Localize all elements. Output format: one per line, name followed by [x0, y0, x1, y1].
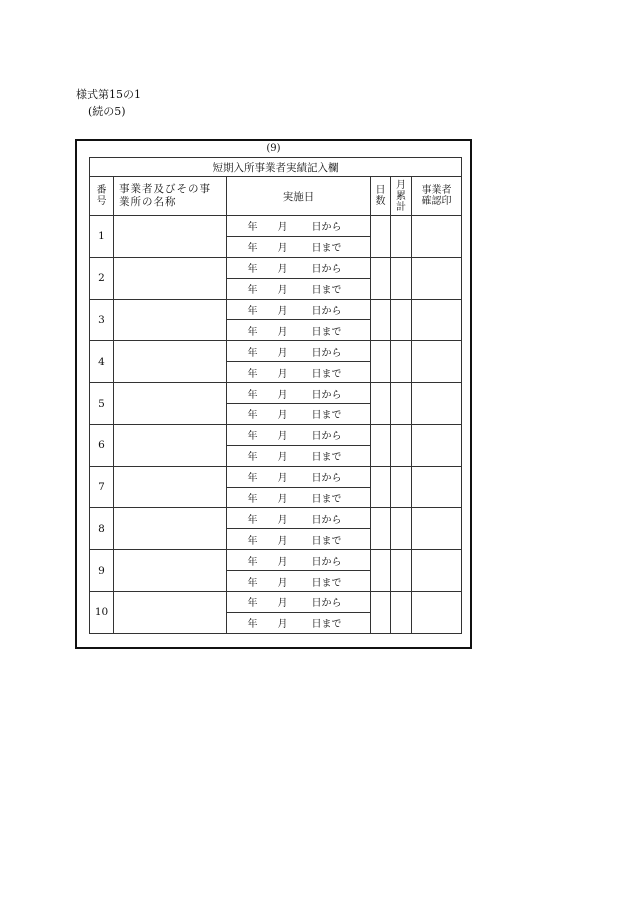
table-row	[90, 257, 462, 278]
month-label: 月	[277, 473, 288, 485]
month-label: 月	[277, 619, 288, 631]
year-label: 年	[247, 410, 258, 422]
year-label: 年	[247, 514, 258, 526]
date-to-field[interactable]	[227, 445, 371, 466]
monthly-total-field[interactable]	[391, 341, 412, 383]
year-label: 年	[247, 619, 258, 631]
year-label: 年	[247, 326, 258, 338]
date-to-field[interactable]	[227, 278, 371, 299]
days-field[interactable]	[371, 383, 391, 425]
monthly-total-field[interactable]	[391, 257, 412, 299]
provider-name-field[interactable]	[114, 424, 227, 466]
month-label: 月	[277, 514, 288, 526]
row-number: 7	[90, 466, 114, 508]
day-to-label: 日まで	[311, 243, 342, 255]
table-row	[90, 383, 462, 404]
month-label: 月	[277, 598, 288, 610]
date-from-field[interactable]	[227, 424, 371, 445]
year-label: 年	[247, 494, 258, 506]
month-label: 月	[277, 368, 288, 380]
monthly-total-field[interactable]	[391, 424, 412, 466]
date-from-field[interactable]	[227, 466, 371, 487]
section-number: (9)	[266, 143, 281, 154]
monthly-total-field[interactable]	[391, 550, 412, 592]
monthly-total-field[interactable]	[391, 466, 412, 508]
year-label: 年	[247, 577, 258, 589]
record-table	[89, 157, 462, 634]
row-number: 10	[90, 592, 114, 634]
provider-name-field[interactable]	[114, 383, 227, 425]
days-field[interactable]	[371, 466, 391, 508]
date-to-field[interactable]	[227, 529, 371, 550]
year-label: 年	[247, 389, 258, 401]
provider-name-field[interactable]	[114, 216, 227, 258]
table-title: 短期入所事業者実績記入欄	[90, 158, 462, 177]
header-number: 番 号	[90, 177, 114, 216]
month-label: 月	[277, 285, 288, 297]
month-label: 月	[277, 410, 288, 422]
year-label: 年	[247, 347, 258, 359]
row-number: 8	[90, 508, 114, 550]
provider-name-field[interactable]	[114, 299, 227, 341]
form-title: 様式第15の1	[76, 88, 141, 101]
provider-name-field[interactable]	[114, 341, 227, 383]
monthly-total-field[interactable]	[391, 216, 412, 258]
year-label: 年	[247, 431, 258, 443]
table-row	[90, 299, 462, 320]
table-row	[90, 341, 462, 362]
day-to-label: 日まで	[311, 285, 342, 297]
days-field[interactable]	[371, 508, 391, 550]
confirm-seal-field[interactable]	[412, 299, 462, 341]
date-from-field[interactable]	[227, 550, 371, 571]
month-label: 月	[277, 556, 288, 568]
monthly-total-field[interactable]	[391, 383, 412, 425]
confirm-seal-field[interactable]	[412, 508, 462, 550]
day-from-label: 日から	[311, 264, 342, 276]
days-field[interactable]	[371, 592, 391, 634]
confirm-seal-field[interactable]	[412, 550, 462, 592]
date-from-field[interactable]	[227, 592, 371, 613]
form-frame	[75, 139, 472, 649]
month-label: 月	[277, 389, 288, 401]
date-from-field[interactable]	[227, 257, 371, 278]
date-to-field[interactable]	[227, 571, 371, 592]
provider-name-field[interactable]	[114, 592, 227, 634]
day-from-label: 日から	[311, 306, 342, 317]
year-label: 年	[247, 285, 258, 297]
day-from-label: 日から	[311, 514, 342, 526]
row-number: 5	[90, 383, 114, 425]
date-from-field[interactable]	[227, 341, 371, 362]
year-label: 年	[247, 598, 258, 610]
day-to-label: 日まで	[311, 410, 342, 422]
row-number: 6	[90, 424, 114, 466]
month-label: 月	[277, 431, 288, 443]
day-from-label: 日から	[311, 556, 342, 568]
date-from-field[interactable]	[227, 383, 371, 404]
table-row	[90, 216, 462, 237]
day-from-label: 日から	[311, 598, 342, 610]
table-row	[90, 466, 462, 487]
confirm-seal-field[interactable]	[412, 592, 462, 634]
monthly-total-field[interactable]	[391, 299, 412, 341]
day-to-label: 日まで	[311, 535, 342, 547]
month-label: 月	[277, 264, 288, 276]
date-from-field[interactable]	[227, 216, 371, 237]
month-label: 月	[277, 222, 288, 234]
provider-name-field[interactable]	[114, 550, 227, 592]
year-label: 年	[247, 264, 258, 276]
date-from-field[interactable]	[227, 299, 371, 320]
month-label: 月	[277, 243, 288, 255]
month-label: 月	[277, 452, 288, 464]
row-number: 2	[90, 257, 114, 299]
month-label: 月	[277, 306, 288, 317]
date-to-field[interactable]	[227, 320, 371, 341]
days-field[interactable]	[371, 550, 391, 592]
day-from-label: 日から	[311, 431, 342, 443]
days-field[interactable]	[371, 424, 391, 466]
date-to-field[interactable]	[227, 487, 371, 508]
row-number: 1	[90, 216, 114, 258]
year-label: 年	[247, 556, 258, 568]
day-from-label: 日から	[311, 222, 342, 234]
monthly-total-field[interactable]	[391, 508, 412, 550]
day-to-label: 日まで	[311, 368, 342, 380]
header-days: 日 数	[371, 177, 391, 216]
days-field[interactable]	[371, 216, 391, 258]
provider-name-field[interactable]	[114, 466, 227, 508]
confirm-seal-field[interactable]	[412, 216, 462, 258]
year-label: 年	[247, 452, 258, 464]
day-to-label: 日まで	[311, 326, 342, 338]
date-to-field[interactable]	[227, 362, 371, 383]
confirm-seal-field[interactable]	[412, 383, 462, 425]
month-label: 月	[277, 494, 288, 506]
day-to-label: 日まで	[311, 494, 342, 506]
row-number: 4	[90, 341, 114, 383]
day-from-label: 日から	[311, 473, 342, 485]
continuation-label: (続の5)	[88, 105, 126, 118]
date-from-field[interactable]	[227, 508, 371, 529]
table-row	[90, 424, 462, 445]
header-date: 実施日	[227, 177, 371, 216]
header-provider-name: 事業者及びその事 業所の名称	[114, 177, 227, 216]
month-label: 月	[277, 535, 288, 547]
confirm-seal-field[interactable]	[412, 466, 462, 508]
header-monthly-total: 月 累 計	[391, 177, 412, 216]
table-row	[90, 508, 462, 529]
year-label: 年	[247, 535, 258, 547]
table-row	[90, 550, 462, 571]
date-to-field[interactable]	[227, 612, 371, 633]
row-number: 3	[90, 299, 114, 341]
month-label: 月	[277, 577, 288, 589]
date-to-field[interactable]	[227, 404, 371, 425]
row-number: 9	[90, 550, 114, 592]
days-field[interactable]	[371, 341, 391, 383]
days-field[interactable]	[371, 257, 391, 299]
year-label: 年	[247, 243, 258, 255]
date-to-field[interactable]	[227, 236, 371, 257]
days-field[interactable]	[371, 299, 391, 341]
header-confirm-seal: 事業者 確認印	[412, 177, 462, 216]
provider-name-field[interactable]	[114, 257, 227, 299]
day-from-label: 日から	[311, 347, 342, 359]
year-label: 年	[247, 222, 258, 234]
confirm-seal-field[interactable]	[412, 341, 462, 383]
table-row	[90, 592, 462, 613]
monthly-total-field[interactable]	[391, 592, 412, 634]
day-to-label: 日まで	[311, 577, 342, 589]
year-label: 年	[247, 306, 258, 317]
year-label: 年	[247, 473, 258, 485]
confirm-seal-field[interactable]	[412, 424, 462, 466]
day-to-label: 日まで	[311, 619, 342, 631]
provider-name-field[interactable]	[114, 508, 227, 550]
confirm-seal-field[interactable]	[412, 257, 462, 299]
day-to-label: 日まで	[311, 452, 342, 464]
day-from-label: 日から	[311, 389, 342, 401]
month-label: 月	[277, 326, 288, 338]
month-label: 月	[277, 347, 288, 359]
year-label: 年	[247, 368, 258, 380]
